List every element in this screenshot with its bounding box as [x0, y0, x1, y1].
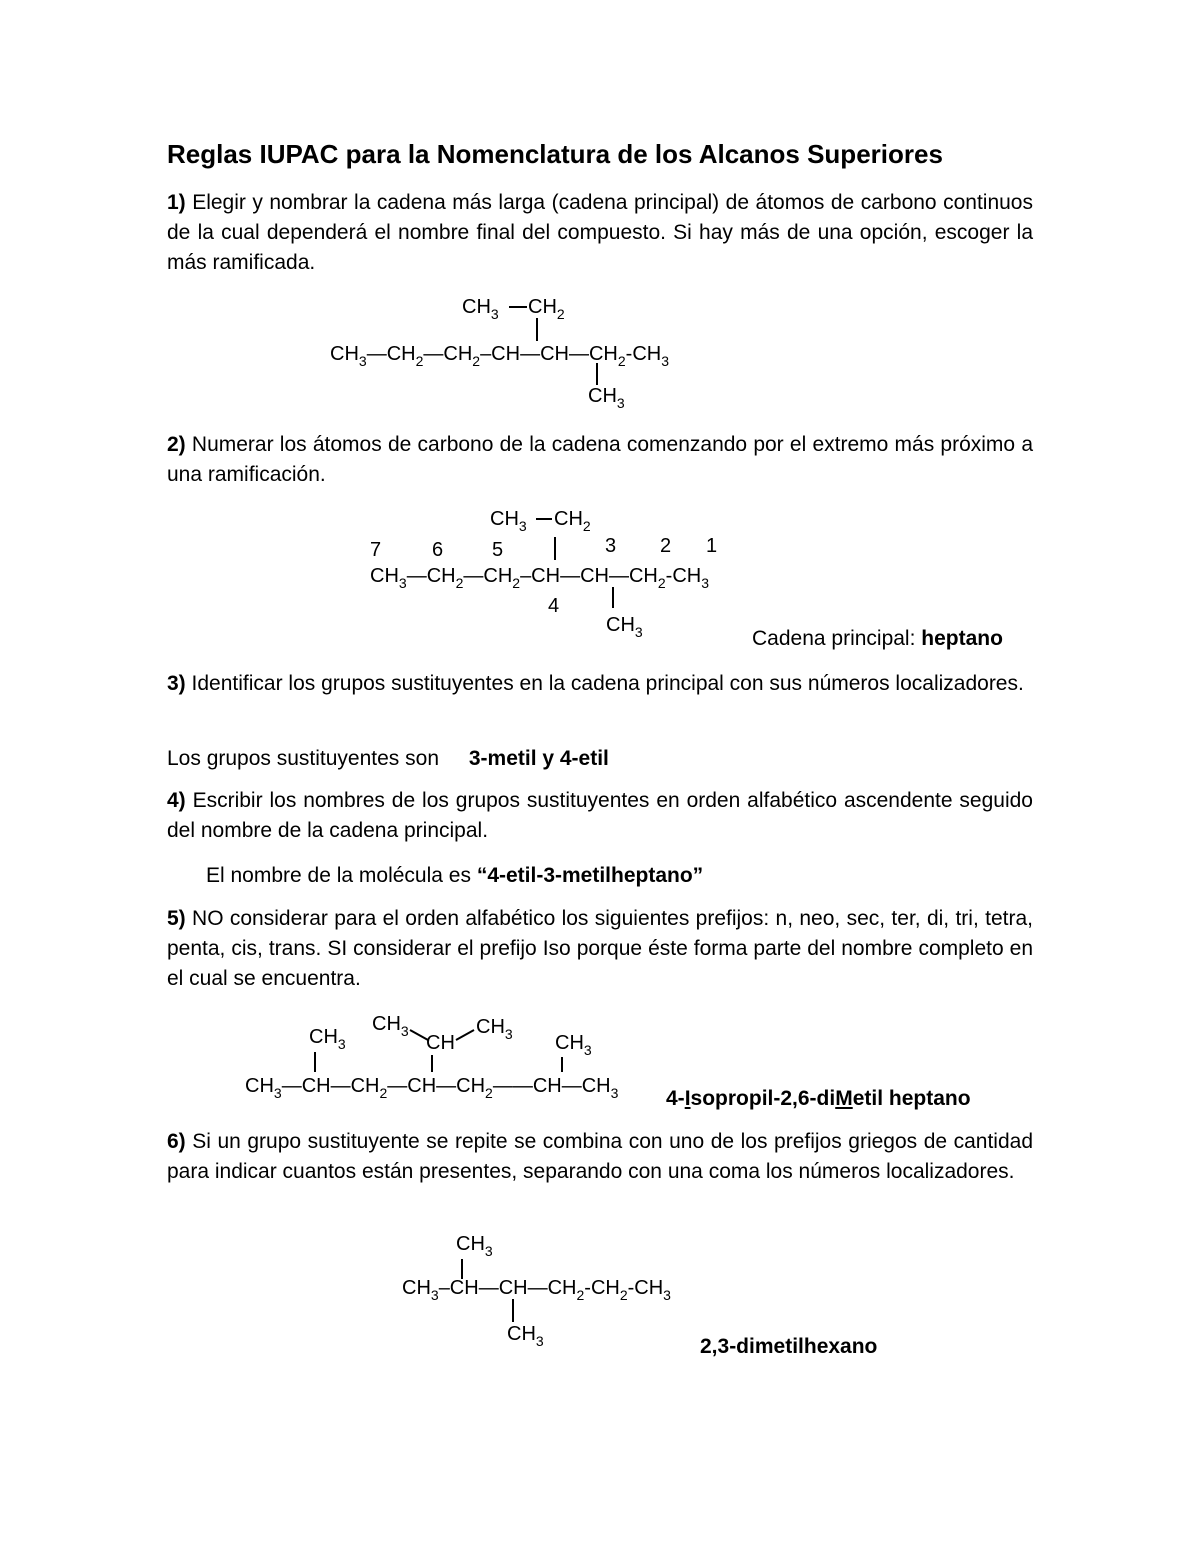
example-5-name-part1: 4- — [666, 1087, 685, 1110]
structure-6-main-chain: $CH_3-CH—CH—CH_2-CH_2-CH_3$ — [402, 1277, 671, 1303]
structure-5-isopropyl-ch3-right: $CH_3$ — [476, 1016, 513, 1042]
chain-note-name: heptano — [921, 627, 1003, 650]
structure-5-main-chain: $CH_3—CH—CH_2—CH—CH_2——CH—CH_3$ — [245, 1075, 619, 1101]
rule-3-text: Identificar los grupos sustituyentes en la cadena principal con sus números localizadores. — [191, 672, 1024, 695]
structure-1-main-chain: $CH_3—CH_2—CH_2-CH—CH—CH_2-CH_3$ — [330, 343, 669, 369]
rule-1-text: Elegir y nombrar la cadena más larga (cadena principal) de átomos de carbono continuos de la cual dependerá el nombre final del compuesto. Si hay más de una opción, escoger la más ramificada. — [167, 191, 1033, 274]
example-6-name: 2,3-dimetilhexano — [700, 1335, 878, 1358]
carbon-number-7: 7 — [370, 539, 382, 561]
structure-5-isopropyl-ch: CH — [426, 1032, 455, 1054]
rule-2-text: Numerar los átomos de carbono de la cadena comenzando por el extremo más próximo a una ramificación. — [167, 433, 1033, 486]
structure-5-isopropyl-ch3-left: $CH_3$ — [372, 1013, 409, 1039]
rule-5-number: 5) — [167, 907, 186, 930]
structure-6-methyl-bottom: $CH_3$ — [507, 1323, 544, 1349]
structure-1-ethyl-ch3: $CH_3$ — [462, 296, 499, 322]
example-5-name-underlined-m: M — [835, 1087, 853, 1110]
structure-2-main-chain: $CH_3—CH_2—CH_2-CH—CH—CH_2-CH_3$ — [370, 565, 709, 591]
structure-2-ethyl-ch3: $CH_3$ — [490, 508, 527, 534]
carbon-number-4: 4 — [548, 595, 560, 617]
molecule-label: El nombre de la molécula es — [206, 864, 477, 887]
carbon-number-2: 2 — [660, 535, 672, 557]
rule-6-number: 6) — [167, 1130, 186, 1153]
structure-5-methyl-left: $CH_3$ — [309, 1026, 346, 1052]
rule-4-text: Escribir los nombres de los grupos sustituyentes en orden alfabético ascendente seguido del nombre de la cadena principal. — [167, 789, 1033, 842]
carbon-number-3: 3 — [605, 535, 617, 557]
structure-5-methyl-right: $CH_3$ — [555, 1032, 592, 1058]
substituents-label: Los grupos sustituyentes son — [167, 747, 439, 770]
rule-1-number: 1) — [167, 191, 186, 214]
substituents-value: 3-metil y 4-etil — [468, 747, 609, 770]
page-title: Reglas IUPAC para la Nomenclatura de los Alcanos Superiores — [167, 139, 943, 169]
example-5-name-part3: sopropil-2,6-di — [690, 1087, 836, 1110]
chain-note-label: Cadena principal: — [752, 627, 922, 650]
example-5-name-underlined-i: I — [684, 1087, 691, 1110]
rule-6-text: Si un grupo sustituyente se repite se combina con uno de los prefijos griegos de cantidad para indicar cuantos están presentes, separando con una coma los números localizadores. — [167, 1130, 1033, 1183]
carbon-number-5: 5 — [492, 539, 504, 561]
structure-2-methyl: $CH_3$ — [606, 614, 643, 640]
molecule-name: “4-etil-3-metilheptano” — [476, 864, 704, 887]
example-5-name-part5: etil heptano — [852, 1087, 971, 1110]
structure-1-methyl: $CH_3$ — [588, 385, 625, 411]
structure-1-ethyl-ch2: $CH_2$ — [528, 296, 565, 322]
rule-2-number: 2) — [167, 433, 186, 456]
rule-5-text: NO considerar para el orden alfabético los siguientes prefijos: n, neo, sec, ter, di, tri, tetra, penta, cis, trans. SI considerar el prefijo Iso porque éste forma parte del nombre completo en el cual se encuentra. — [167, 907, 1033, 990]
structure-6-methyl-top: $CH_3$ — [456, 1233, 493, 1259]
rule-4-number: 4) — [167, 789, 186, 812]
structure-2-ethyl-ch2: $CH_2$ — [554, 508, 591, 534]
carbon-number-6: 6 — [432, 539, 444, 561]
carbon-number-1: 1 — [706, 535, 718, 557]
rule-3-number: 3) — [167, 672, 186, 695]
